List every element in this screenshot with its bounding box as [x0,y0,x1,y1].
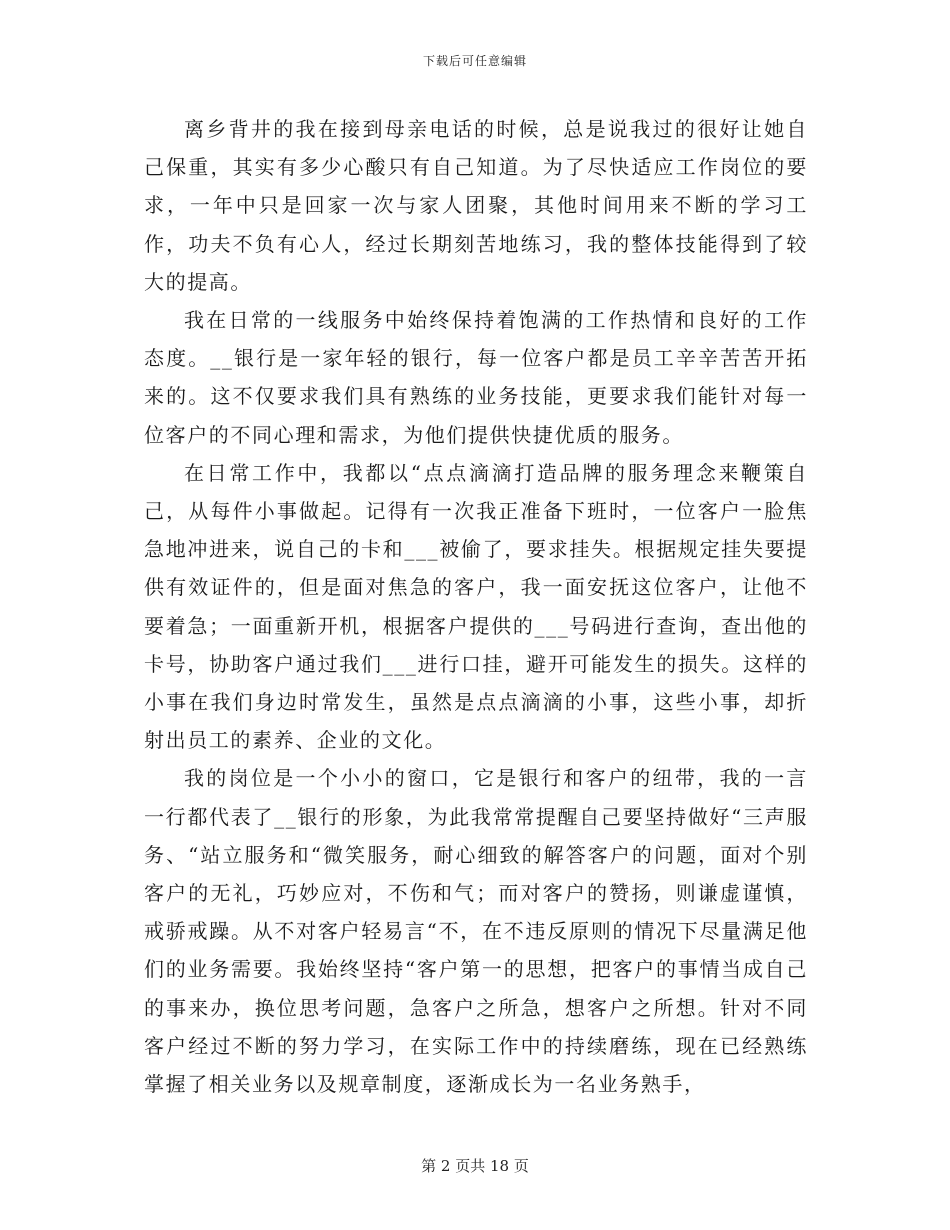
paragraph-3: 在日常工作中，我都以“点点滴滴打造品牌的服务理念来鞭策自己，从每件小事做起。记得有一次我正准备下班时，一位客户一脸焦急地冲进来，说自己的卡和___被偷了，要求挂失。根据规定挂失要提供有效证件的，但是面对焦急的客户，我一面安抚这位客户，让他不要着急；一面重新开机，根据客户提供的___号码进行查询，查出他的卡号，协助客户通过我们___进行口挂，避开可能发生的损失。这样的小事在我们身边时常发生，虽然是点点滴滴的小事，这些小事，却折射出员工的素养、企业的文化。 [144,460,808,753]
paragraph-4: 我的岗位是一个小小的窗口，它是银行和客户的纽带，我的一言一行都代表了__银行的形象，为此我常常提醒自己要坚持做好“三声服务、“站立服务和“微笑服务，耐心细致的解答客户的问题，面对个别客户的无礼，巧妙应对，不伤和气；而对客户的赞扬，则谦虚谨慎，戒骄戒躁。从不对客户轻易言“不，在不违反原则的情况下尽量满足他们的业务需要。我始终坚持“客户第一的思想，把客户的事情当成自己的事来办，换位思考问题，急客户之所急，想客户之所想。针对不同客户经过不断的努力学习，在实际工作中的持续磨练，现在已经熟练掌握了相关业务以及规章制度，逐渐成长为一名业务熟手， [144,766,808,1097]
page-footer: 第 2 页共 18 页 [421,1157,529,1175]
document-body [144,110,808,1103]
page-header: 下载后可任意编辑 [422,54,527,68]
paragraph-1: 离乡背井的我在接到母亲电话的时候，总是说我过的很好让她自己保重，其实有多少心酸只有自己知道。为了尽快适应工作岗位的要求，一年中只是回家一次与家人团聚，其他时间用来不断的学习工作，功夫不负有心人，经过长期刻苦地练习，我的整体技能得到了较大的提高。 [144,117,808,294]
paragraph-2: 我在日常的一线服务中始终保持着饱满的工作热情和良好的工作态度。__银行是一家年轻的银行，每一位客户都是员工辛辛苦苦开拓来的。这不仅要求我们具有熟练的业务技能，更要求我们能针对每一位客户的不同心理和需求，为他们提供快捷优质的服务。 [144,308,808,447]
